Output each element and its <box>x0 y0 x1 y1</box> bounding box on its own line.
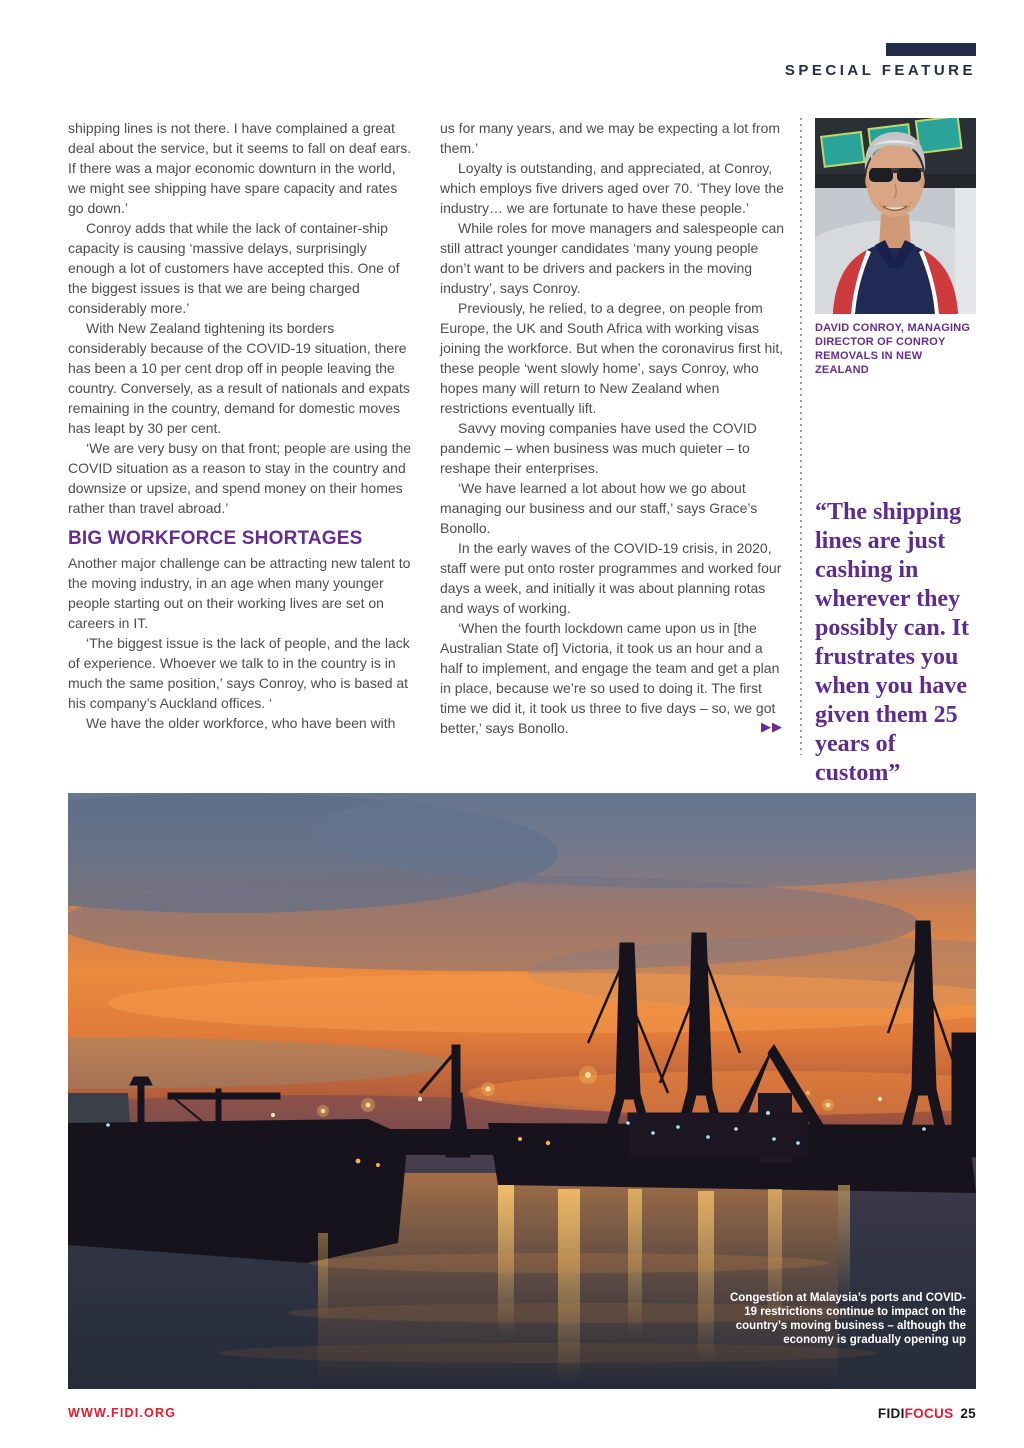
footer-website-link[interactable]: WWW.FIDI.ORG <box>68 1406 177 1420</box>
footer-brand-fidi: FIDI <box>877 1406 905 1421</box>
header-accent-bar <box>886 43 976 56</box>
paragraph: ‘The biggest issue is the lack of people, and the lack of experience. Whoever we talk to in the country is in much the same position,’ says Conroy, who is based at his company’s Auckland offices. ‘ <box>68 635 410 711</box>
paragraph: We have the older workforce, who have been with <box>86 715 396 731</box>
paragraph: Another major challenge can be attracting new talent to the moving industry, in an age when many younger people starting out on their working lives are set on careers in IT. <box>68 555 411 631</box>
story-continues-arrows-icon: ▶▶ <box>761 719 783 734</box>
paragraph: Previously, he relied, to a degree, on people from Europe, the UK and South Africa with working visas joining the workforce. But when the coronavirus first hit, these people ‘went slowly home’, says Conroy, who hopes many will return to New Zealand when restrictions eventually lift. <box>440 300 784 416</box>
article-column-left <box>68 118 413 733</box>
port-photo <box>68 793 976 1389</box>
footer <box>68 1406 976 1426</box>
sidebar <box>815 118 976 377</box>
dotted-divider <box>800 118 802 755</box>
paragraph: Conroy adds that while the lack of container-ship capacity is causing ‘massive delays, surprisingly enough a lot of customers have accepted this. One of the biggest issues is that we are being charged considerably more.’ <box>68 220 400 316</box>
footer-page-number: 25 <box>960 1406 976 1421</box>
paragraph: With New Zealand tightening its borders considerably because of the COVID-19 situation, there has been a 10 per cent drop off in people leaving the country. Conversely, as a result of nationals and expats remaining in the country, demand for domestic moves has leapt by 30 per cent. <box>68 320 410 436</box>
paragraph: Savvy moving companies have used the COVID pandemic – when business was much quieter – to reshape their enterprises. <box>440 420 757 476</box>
paragraph: shipping lines is not there. I have complained a great deal about the service, but it seems to fall on deaf ears. If there was a major economic downturn in the world, we might see shipping have spare capacity and rates go down.’ <box>68 120 412 216</box>
left-paragraphs-after-heading <box>68 553 413 733</box>
footer-brand <box>878 1406 976 1421</box>
footer-brand-focus: FOCUS <box>904 1406 954 1421</box>
article-column-right <box>440 118 785 738</box>
section-header: SPECIAL FEATURE <box>784 62 976 79</box>
paragraph: us for many years, and we may be expecting a lot from them.’ <box>440 120 781 156</box>
portrait-caption: DAVID CONROY, MANAGING DIRECTOR OF CONROY REMOVALS IN NEW ZEALAND <box>815 322 971 376</box>
paragraph: ‘When the fourth lockdown came upon us in [the Australian State of] Victoria, it took us an hour and a half to implement, and engage the team and get a plan in place, because we’re so used to doing it. The first time we did it, it took us three to five days – so, we got better,’ says Bonollo. <box>440 620 780 736</box>
right-paragraphs <box>440 118 785 738</box>
paragraph: In the early waves of the COVID-19 crisis, in 2020, staff were put onto roster programmes and worked four days a week, and initially it was about planning rotas and ways of working. <box>440 540 782 616</box>
pull-quote: “The shipping lines are just cashing in wherever they possibly can. It frustrates you when you have given them 25 years of custom” <box>815 499 970 786</box>
paragraph: ‘We have learned a lot about how we go about managing our business and our staff,’ says Grace’s Bonollo. <box>440 480 758 536</box>
photo-caption: Congestion at Malaysia’s ports and COVID-19 restrictions continue to impact on the country’s moving business – although the economy is gradually opening up <box>729 1292 966 1346</box>
paragraph: Loyalty is outstanding, and appreciated, at Conroy, which employs five drivers aged over 70. ‘They love the industry… we are fortunate to have these people.’ <box>440 160 784 216</box>
left-paragraphs <box>68 118 413 518</box>
section-subheading: BIG WORKFORCE SHORTAGES <box>68 528 363 549</box>
paragraph: ‘We are very busy on that front; people are using the COVID situation as a reason to stay in the country and downsize or upsize, and spend money on their homes rather than travel abroad.’ <box>68 440 412 516</box>
paragraph: While roles for move managers and salespeople can still attract younger candidates ‘many young people don’t want to be drivers and packers in the moving industry’, says Conroy. <box>440 220 785 296</box>
david-conroy-portrait-photo <box>815 118 976 314</box>
